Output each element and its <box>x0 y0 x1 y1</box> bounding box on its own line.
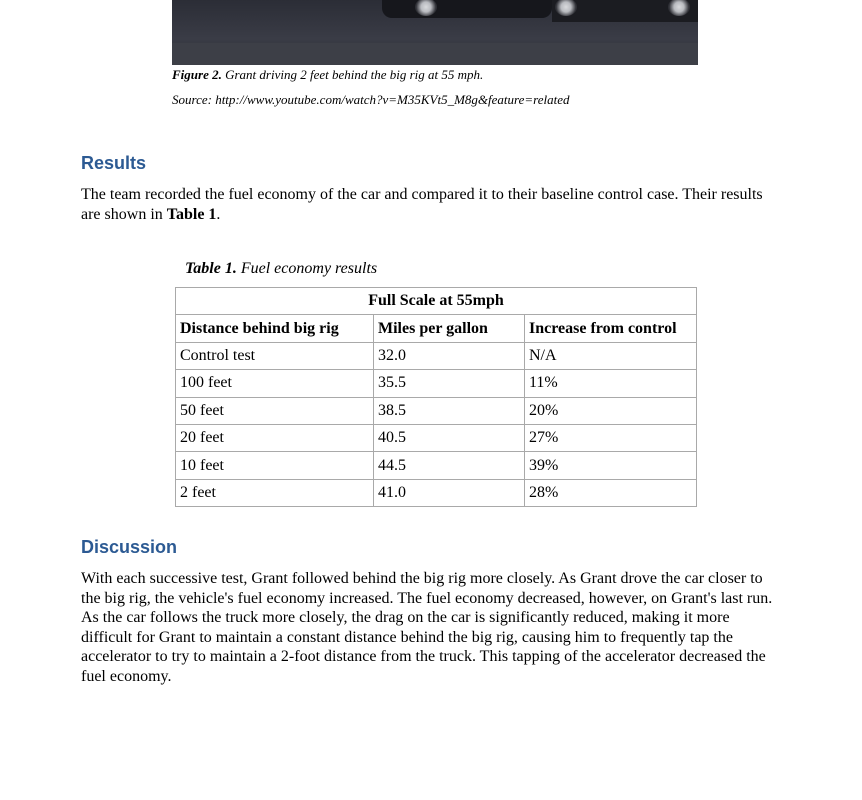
table-row <box>176 452 697 479</box>
table-group-header-row <box>176 288 697 315</box>
table-row <box>176 370 697 397</box>
results-text-end: . <box>216 205 221 223</box>
table-cell: 27% <box>525 424 697 451</box>
table-cell: 20 feet <box>176 424 374 451</box>
table-label: Table 1. <box>185 260 237 277</box>
table-row <box>176 397 697 424</box>
discussion-paragraph: With each successive test, Grant followed behind the big rig more closely. As Grant drove the car closer to the big rig, the vehicle's fuel economy increased. The fuel economy decreased, however, on Grant's last run. As the car follows the truck more closely, the drag on the car is significantly reduced, making it more difficult for Grant to maintain a constant distance behind the big rig, causing him to frequently tap the accelerator to try to maintain a 2-foot distance from the truck. This tapping of the accelerator decreased the fuel economy. <box>81 570 773 685</box>
table-cell: 39% <box>525 452 697 479</box>
table-cell: 10 feet <box>176 452 374 479</box>
discussion-heading: Discussion <box>81 537 178 557</box>
table-cell: 11% <box>525 370 697 397</box>
group-header: Full Scale at 55mph <box>176 288 697 315</box>
figure-caption <box>172 67 483 83</box>
figure-label: Figure 2. <box>172 67 222 82</box>
column-header: Miles per gallon <box>374 315 525 342</box>
figure-caption-text: Grant driving 2 feet behind the big rig at 55 mph. <box>221 67 484 82</box>
table-row <box>176 479 697 506</box>
table-cell: 41.0 <box>374 479 525 506</box>
table-cell: Control test <box>176 342 374 369</box>
table-cell: 44.5 <box>374 452 525 479</box>
results-paragraph <box>81 185 781 224</box>
table-cell: 2 feet <box>176 479 374 506</box>
table-cell: N/A <box>525 342 697 369</box>
results-heading: Results <box>81 153 147 173</box>
figure-photo <box>172 0 698 65</box>
table-caption <box>185 260 377 278</box>
table-row <box>176 424 697 451</box>
table-header-row <box>176 315 697 342</box>
column-header: Distance behind big rig <box>176 315 374 342</box>
figure-source: Source: http://www.youtube.com/watch?v=M35KVt5_M8g&feature=related <box>172 92 570 107</box>
car-shape <box>382 0 552 18</box>
table-cell: 20% <box>525 397 697 424</box>
table-cell: 100 feet <box>176 370 374 397</box>
table-reference: Table 1 <box>166 205 217 223</box>
results-text: The team recorded the fuel economy of the car and compared it to their baseline control case. Their results are shown in <box>81 186 763 223</box>
column-header: Increase from control <box>525 315 697 342</box>
table-cell: 40.5 <box>374 424 525 451</box>
fuel-economy-table <box>175 287 697 507</box>
table-cell: 50 feet <box>176 397 374 424</box>
table-cell: 32.0 <box>374 342 525 369</box>
table-row <box>176 342 697 369</box>
table-caption-text: Fuel economy results <box>236 260 378 277</box>
table-cell: 38.5 <box>374 397 525 424</box>
table-cell: 35.5 <box>374 370 525 397</box>
table-cell: 28% <box>525 479 697 506</box>
road-surface <box>172 43 698 65</box>
